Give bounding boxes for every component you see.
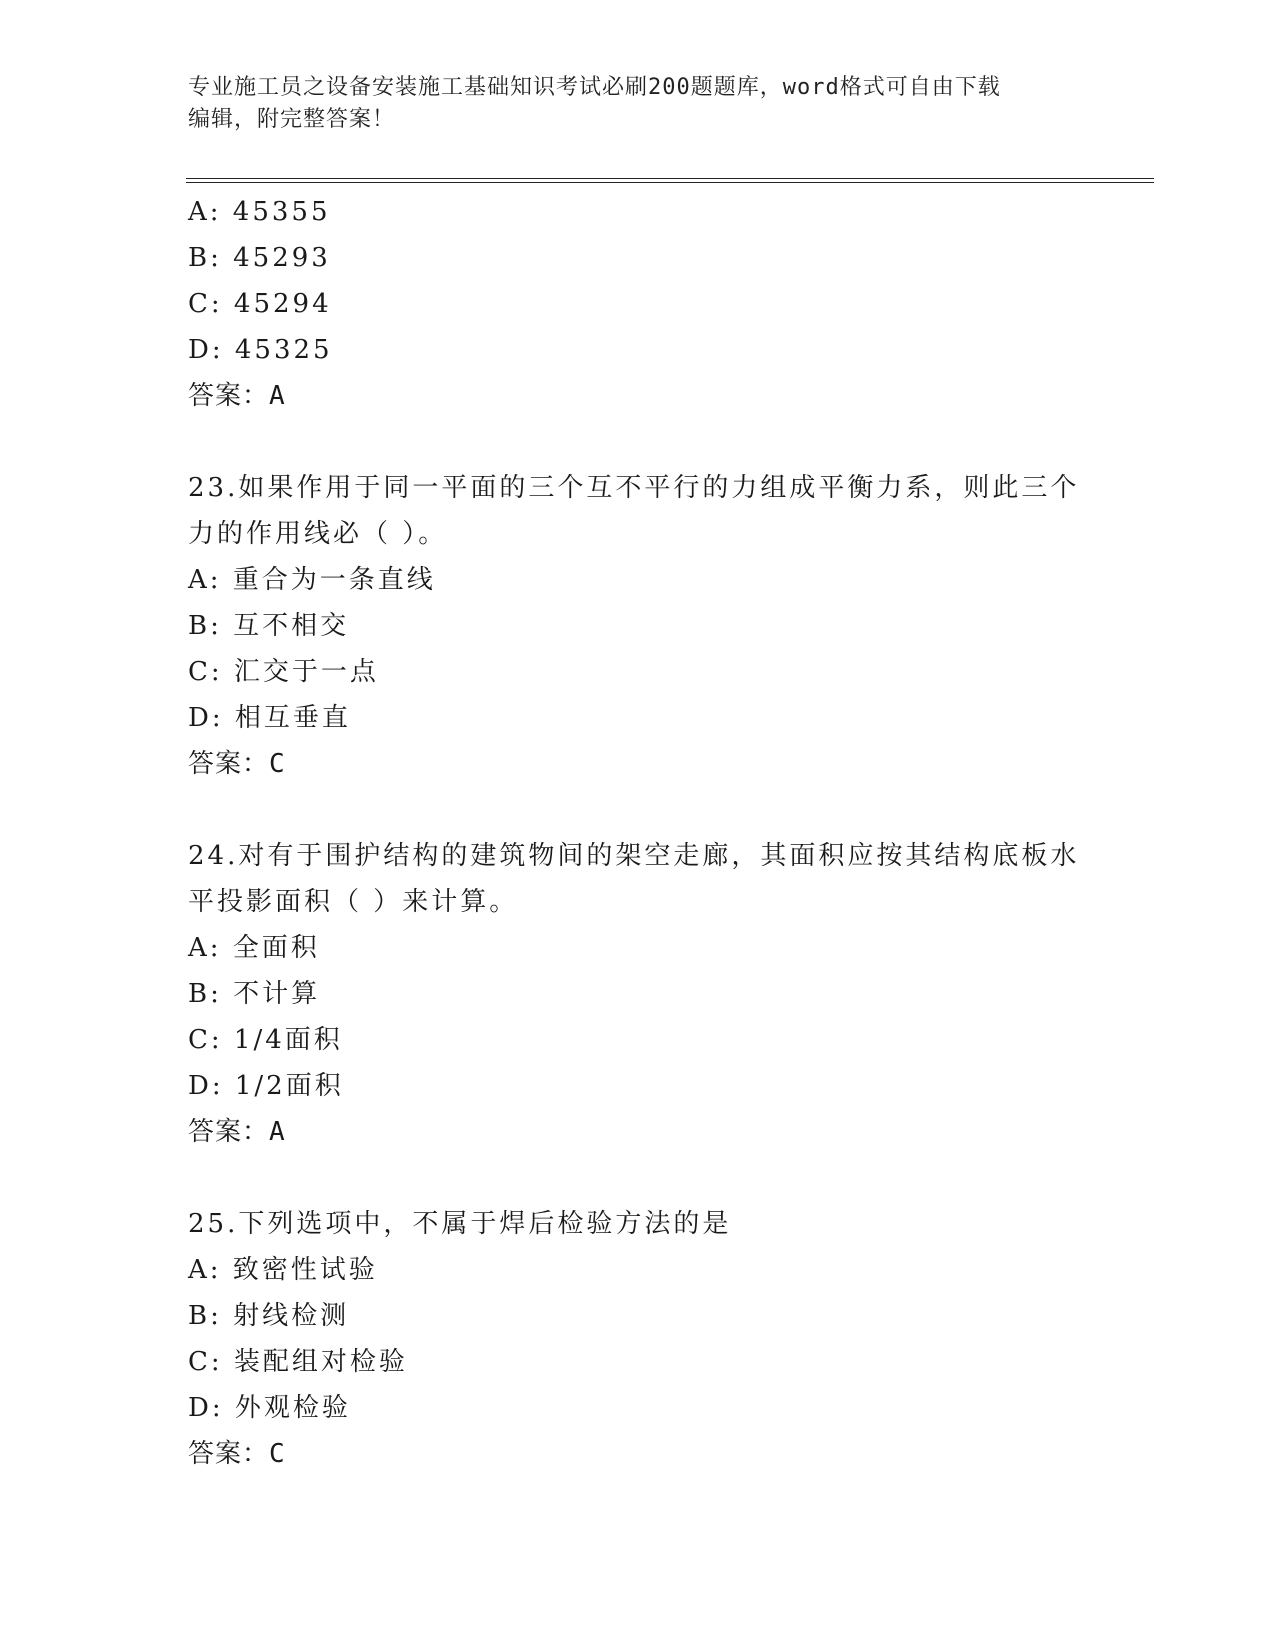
option-d: D: 外观检验: [188, 1393, 351, 1423]
spacer: [188, 1155, 1088, 1201]
answer-line: 答案：A: [188, 1117, 286, 1147]
question-stem-line-2: 平投影面积（ ）来计算。: [188, 887, 519, 917]
option-c: C: 汇交于一点: [188, 657, 379, 687]
spacer: [188, 787, 1088, 833]
question-block-22: [188, 189, 1088, 419]
option-c: C: 45294: [188, 289, 332, 319]
answer-line: 答案：C: [188, 1439, 286, 1469]
option-c: C: 1/4面积: [188, 1025, 343, 1055]
question-stem-line-1: 25.下列选项中，不属于焊后检验方法的是: [188, 1209, 732, 1239]
option-b: B: 不计算: [188, 979, 321, 1009]
option-b: B: 45293: [188, 243, 331, 273]
question-stem-line-2: 力的作用线必（ ）。: [188, 519, 448, 549]
header-line-1: 专业施工员之设备安装施工基础知识考试必刷200题题库，word格式可自由下载: [188, 75, 1001, 100]
option-a: A: 重合为一条直线: [188, 565, 436, 595]
option-b: B: 互不相交: [188, 611, 350, 641]
header-divider-bottom: [186, 182, 1154, 183]
option-b: B: 射线检测: [188, 1301, 350, 1331]
header-line-2: 编辑，附完整答案！: [188, 107, 396, 132]
answer-line: 答案：A: [188, 381, 286, 411]
question-block-24: [188, 833, 1088, 1155]
option-d: D: 45325: [188, 335, 333, 365]
question-block-23: [188, 465, 1088, 787]
question-block-25: [188, 1201, 1088, 1477]
question-list: [188, 189, 1088, 1477]
question-stem-line-1: 24.对有于围护结构的建筑物间的架空走廊，其面积应按其结构底板水: [188, 841, 1080, 871]
answer-line: 答案：C: [188, 749, 286, 779]
spacer: [188, 419, 1088, 465]
option-d: D: 1/2面积: [188, 1071, 344, 1101]
header-divider-top: [186, 178, 1154, 179]
option-a: A: 致密性试验: [188, 1255, 378, 1285]
document-header: [188, 72, 1088, 136]
option-a: A: 45355: [188, 197, 331, 227]
option-d: D: 相互垂直: [188, 703, 351, 733]
option-c: C: 装配组对检验: [188, 1347, 408, 1377]
option-a: A: 全面积: [188, 933, 320, 963]
question-stem-line-1: 23.如果作用于同一平面的三个互不平行的力组成平衡力系，则此三个: [188, 473, 1080, 503]
